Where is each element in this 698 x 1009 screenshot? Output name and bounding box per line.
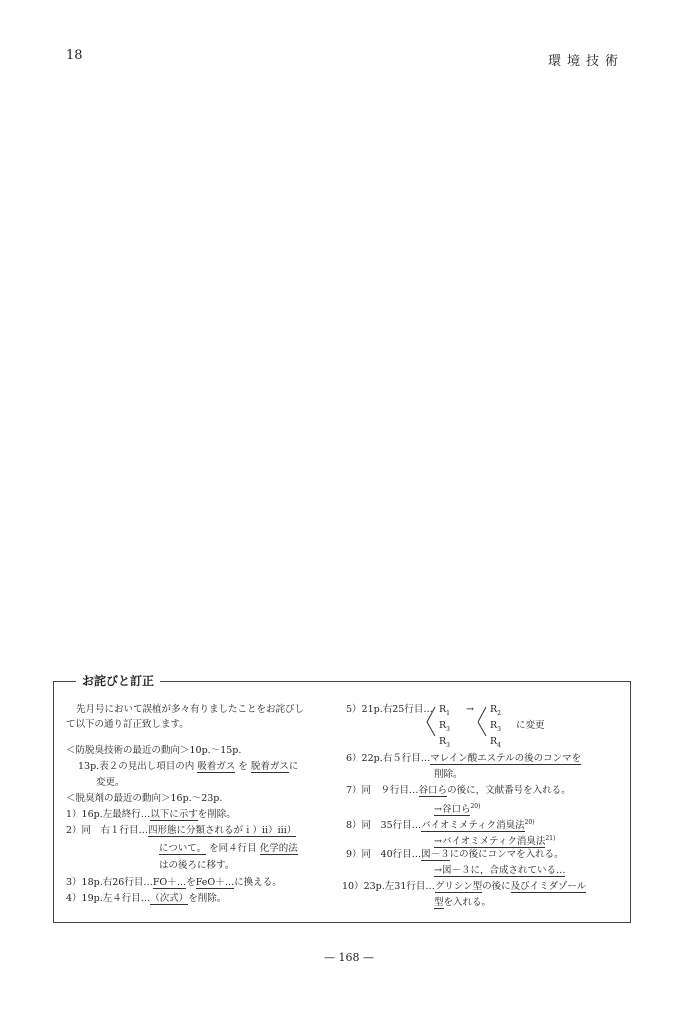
item9-b: 図－３: [421, 849, 450, 860]
item7-a: 7）同 ９行目…: [346, 785, 419, 796]
item-6: [346, 753, 581, 765]
item2-a: 2）同 右１行目…: [66, 825, 149, 836]
section1-line1-c: を: [238, 761, 248, 772]
item8-a: 8）同 35行目…: [346, 820, 422, 832]
item1-a: 1）16p.左最終行…: [66, 809, 151, 820]
page-number: 18: [66, 48, 83, 63]
section1-line1-a: 13p.表２の見出し項目の内: [78, 761, 195, 772]
item5-change: に変更: [516, 720, 545, 731]
item10-a: 10）23p.左31行目…: [342, 881, 435, 892]
item8-c-sup: 21): [545, 835, 556, 842]
item-10: [342, 881, 586, 893]
item-2-cont2: はの後ろに移す。: [159, 860, 235, 871]
item3-c: を: [186, 877, 196, 888]
item3-e: に換える。: [234, 877, 282, 888]
item3-a: 3）18p.右26行目…: [66, 877, 153, 888]
item10-d: 及びイミダゾール: [510, 881, 587, 892]
item-10-cont: [434, 897, 491, 909]
item7-d-sup: 20): [470, 803, 481, 810]
item5-r3-left: $R_3$: [439, 720, 450, 733]
item-5: 5）21p.右25行目…: [346, 704, 433, 715]
item2-b: 四形態に分類されるがｉ）ⅱ）ⅲ）: [148, 825, 297, 836]
item-2: [66, 825, 296, 837]
item5-r4: $R_4$: [490, 736, 501, 749]
item-1: [66, 809, 236, 821]
item2-c: について。: [159, 843, 207, 854]
item-2-cont: [159, 843, 298, 855]
item10-f: を入れる。: [443, 897, 492, 908]
item8-b: バイオミメティク消臭法: [421, 820, 525, 832]
intro-line-2: て以下の通り訂正致します。: [66, 719, 189, 730]
item7-b: 谷口ら: [418, 785, 448, 796]
intro-line-1: 先月号において誤植が多々有りましたことをお詫びし: [76, 704, 305, 715]
item-4: [66, 893, 226, 905]
section1-line1-b: 吸着ガス: [197, 761, 236, 772]
item4-c: を削除。: [188, 893, 227, 904]
item8-b-sup: 20): [524, 819, 535, 826]
item7-d: →谷口ら: [434, 804, 471, 816]
section1-line1-e: に: [288, 761, 299, 772]
item2-d: を同４行目: [209, 843, 257, 854]
item-6-cont: 削除。: [434, 769, 463, 780]
item4-a: 4）19p.左４行目…: [66, 893, 151, 904]
item8-c: →バイオミメティク消臭法: [434, 836, 546, 848]
item2-e: 化学的法: [259, 843, 298, 854]
item3-b: FO＋…: [152, 877, 187, 888]
item10-e: 型: [434, 897, 444, 908]
item-9-cont: [434, 865, 565, 877]
item-8: [346, 817, 535, 832]
item-7-cont: [434, 801, 480, 816]
errata-box: [53, 674, 631, 923]
item3-d: FeO＋…: [195, 877, 235, 888]
item-7: [346, 785, 571, 797]
item-9: [346, 849, 564, 861]
item10-c: の後に: [482, 881, 511, 892]
item6-a: 6）22p.右５行目…: [346, 753, 431, 764]
footer-page-label: — 168 —: [324, 951, 374, 964]
section1-line-2: 変更。: [96, 777, 125, 788]
item-3: [66, 877, 282, 889]
journal-title: 環境技術: [547, 54, 624, 69]
errata-title: お詫びと訂正: [76, 672, 160, 689]
item7-c: の後に，文献番号を入れる。: [447, 785, 571, 796]
item5-arrow: →: [466, 704, 474, 715]
item9-d: →図－３に，合成されている…: [434, 865, 566, 876]
item5-r1: $R_1$: [439, 704, 450, 717]
item5-r3-bottom: $R_3$: [439, 736, 450, 749]
section1-line-1: [78, 761, 298, 773]
section2-heading: ＜脱臭剤の最近の動向＞16p.〜23p.: [66, 793, 223, 804]
item5-r2: $R_2$: [490, 704, 501, 717]
item9-a: 9）同 40行目…: [346, 849, 422, 860]
item5-r3-right: $R_3$: [490, 720, 501, 733]
section1-line1-d: 脱着ガス: [250, 761, 289, 772]
item4-b: （次式）: [150, 893, 189, 904]
item1-b: 以下に示す: [150, 809, 198, 820]
item-8-cont: [434, 833, 555, 848]
item1-c: を削除。: [197, 809, 236, 820]
item9-c: にの後にコンマを入れる。: [449, 849, 564, 860]
item6-b: マレイン酸エステルの後のコンマを: [430, 753, 582, 764]
item10-b: グリシン型: [434, 881, 483, 892]
section1-heading: ＜防脱臭技術の最近の動向＞10p.〜15p.: [66, 745, 242, 756]
